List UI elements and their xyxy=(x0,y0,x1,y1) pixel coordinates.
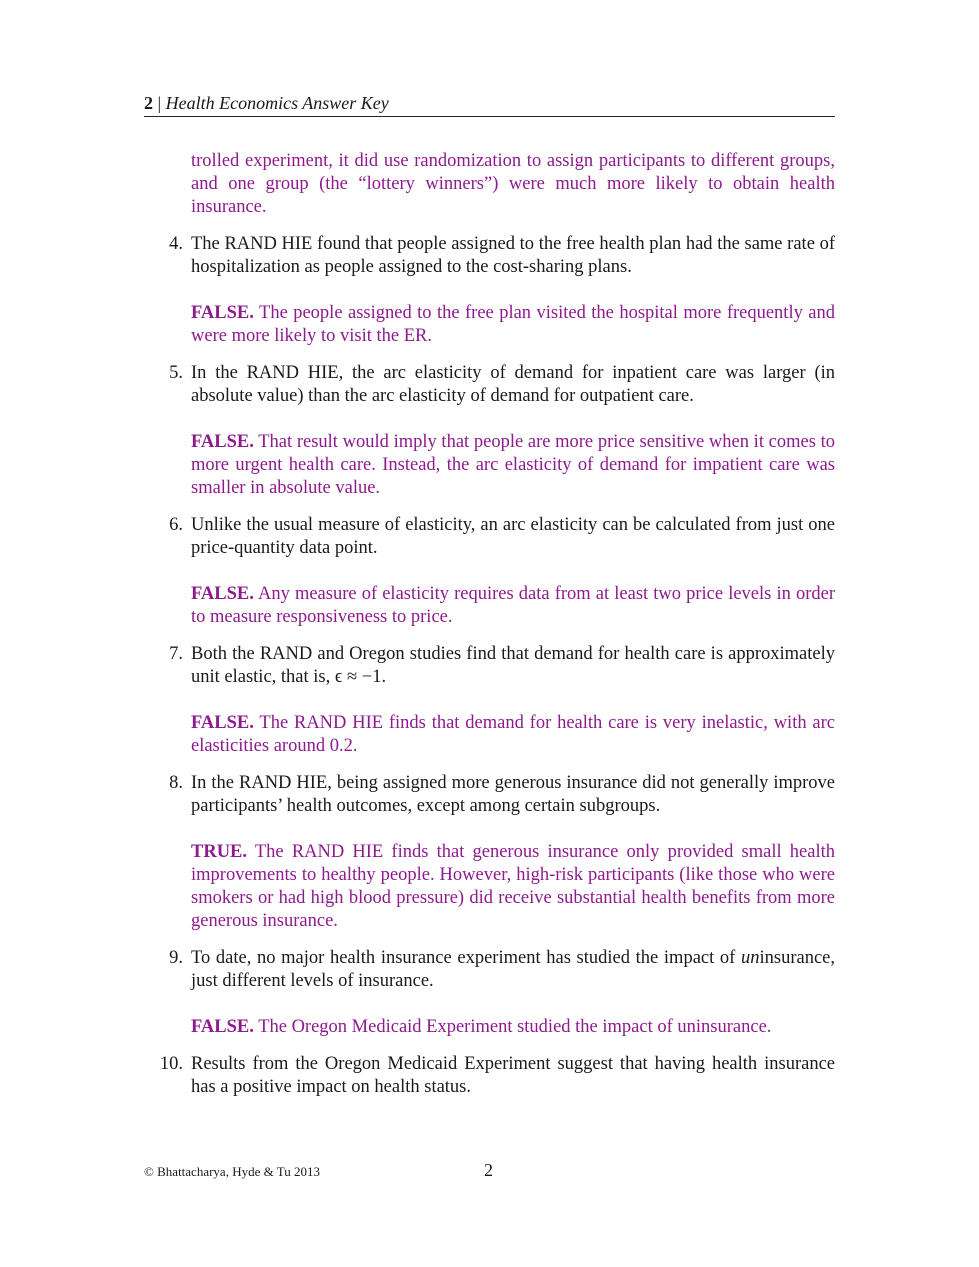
page-footer xyxy=(144,1162,835,1182)
question-number: 6. xyxy=(169,515,183,535)
copyright-notice: © Bhattacharya, Hyde & Tu 2013 xyxy=(144,1164,320,1179)
question-item xyxy=(159,1053,835,1099)
question-item xyxy=(169,643,835,689)
answer-verdict: FALSE. xyxy=(191,303,254,323)
answer-verdict: FALSE. xyxy=(191,584,254,604)
question-text: In the RAND HIE, being assigned more generous insurance did not generally improve participants’ health outcomes, except among certain subgroups. xyxy=(191,773,835,816)
question-text-start: To date, no major health insurance experiment has studied the impact of xyxy=(191,948,741,968)
question-number: 7. xyxy=(169,644,183,664)
answer-text: Any measure of elasticity requires data from at least two price levels in order to measure responsiveness to price. xyxy=(191,584,835,627)
answer-verdict: FALSE. xyxy=(191,432,254,452)
question-item xyxy=(169,772,835,818)
answer-verdict: FALSE. xyxy=(191,713,254,733)
answer-item xyxy=(191,841,835,933)
answer-verdict: FALSE. xyxy=(191,1017,254,1037)
question-number: 9. xyxy=(169,948,183,968)
question-text-end: insurance, just different levels of insurance. xyxy=(191,948,835,991)
question-emphasis: un xyxy=(740,948,760,968)
answer-text: The RAND HIE finds that generous insurance only provided small health improvements to healthy people. However, high-risk participants (like those who were smokers or had high blood pressure) did receive substantial health benefits from more generous insurance. xyxy=(191,842,835,931)
answer-item xyxy=(191,712,835,758)
question-item xyxy=(169,947,835,993)
page-body xyxy=(0,150,979,1122)
answer-text: The people assigned to the free plan visited the hospital more frequently and were more likely to visit the ER. xyxy=(191,303,835,346)
running-header xyxy=(144,92,835,117)
question-item xyxy=(169,362,835,408)
continued-answer: trolled experiment, it did use randomization to assign participants to different groups, and one group (the “lottery winners”) were much more likely to obtain health insurance. xyxy=(191,151,835,217)
answer-verdict: TRUE. xyxy=(191,842,248,862)
question-text: In the RAND HIE, the arc elasticity of demand for inpatient care was larger (in absolute value) than the arc elasticity of demand for outpatient care. xyxy=(191,363,835,406)
answer-item xyxy=(191,583,835,629)
answer-item xyxy=(191,431,835,500)
header-separator: | xyxy=(153,93,166,113)
answer-text: The Oregon Medicaid Experiment studied the impact of uninsurance. xyxy=(258,1017,772,1037)
answer-text: That result would imply that people are more price sensitive when it comes to more urgent health care. Instead, the arc elasticity of demand for impatient care was smaller in absolute value. xyxy=(191,432,835,498)
question-text: The RAND HIE found that people assigned to the free health plan had the same rate of hospitalization as people assigned to the cost-sharing plans. xyxy=(191,234,835,277)
question-item xyxy=(169,233,835,279)
header-page-number: 2 xyxy=(144,93,153,113)
question-text: Both the RAND and Oregon studies find that demand for health care is approximately unit elastic, that is, ϵ ≈ −1. xyxy=(191,644,835,687)
question-text: Unlike the usual measure of elasticity, an arc elasticity can be calculated from just one price-quantity data point. xyxy=(191,515,835,558)
answer-text: The RAND HIE finds that demand for health care is very inelastic, with arc elasticities around 0.2. xyxy=(191,713,835,756)
header-title: Health Economics Answer Key xyxy=(165,93,389,113)
question-number: 4. xyxy=(169,234,183,254)
question-text: Results from the Oregon Medicaid Experiment suggest that having health insurance has a positive impact on health status. xyxy=(191,1054,835,1097)
question-item xyxy=(169,514,835,560)
answer-item xyxy=(191,302,835,348)
question-number: 10. xyxy=(159,1054,183,1074)
footer-page-number: 2 xyxy=(484,1160,493,1180)
question-number: 5. xyxy=(169,363,183,383)
answer-item xyxy=(191,1016,835,1039)
question-number: 8. xyxy=(169,773,183,793)
